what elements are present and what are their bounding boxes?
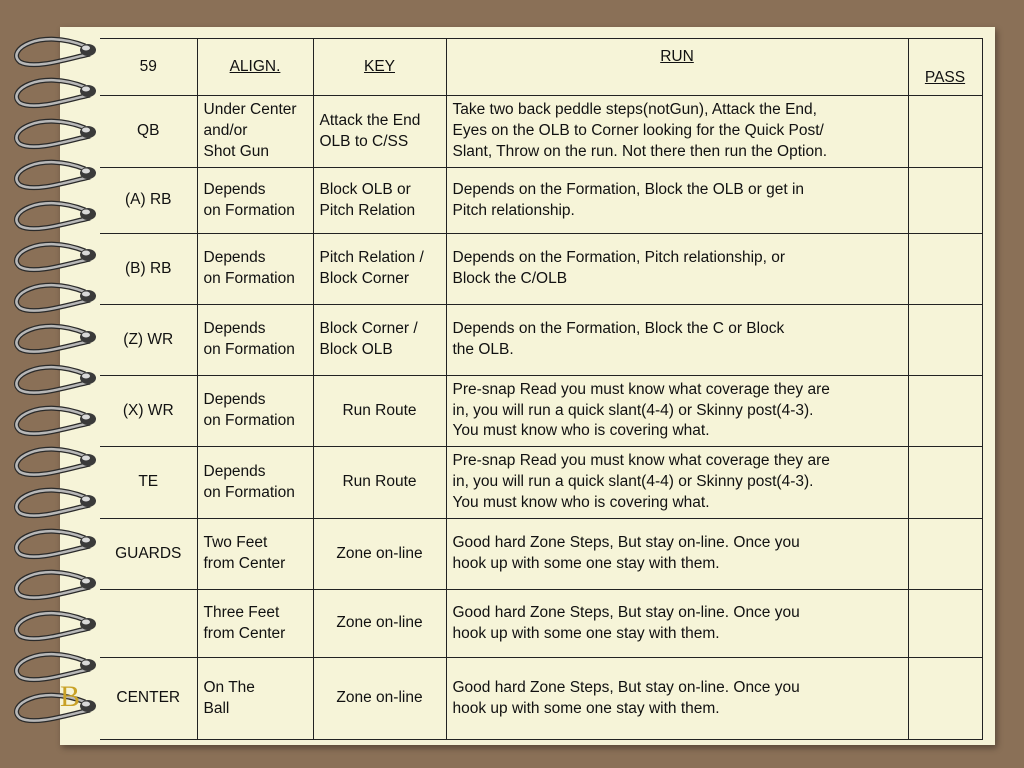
align-cell-line: on Formation [203, 201, 295, 219]
align-cell [197, 447, 313, 519]
key-cell-line: Block OLB [319, 341, 393, 358]
header-align: ALIGN. [197, 39, 313, 96]
spiral-ring-icon [16, 695, 96, 721]
key-cell [313, 96, 446, 168]
table-row [100, 376, 982, 447]
spiral-ring-icon [16, 572, 96, 598]
run-cell-line: the OLB. [452, 341, 514, 358]
table-row [100, 234, 982, 305]
run-cell-line: Good hard Zone Steps, But stay on-line. Once you [452, 678, 800, 696]
position-cell: (X) WR [100, 376, 197, 447]
align-cell-line: Depends [203, 462, 266, 480]
header-run: RUN [446, 39, 908, 96]
key-cell [313, 305, 446, 376]
align-cell-line: on Formation [203, 483, 295, 501]
pass-cell [908, 447, 982, 519]
spiral-ring-icon [16, 203, 96, 229]
key-cell-line: Run Route [342, 473, 417, 491]
spiral-ring-icon [16, 80, 96, 106]
header-row [100, 39, 982, 96]
align-cell [197, 590, 313, 658]
table-row [100, 658, 982, 740]
run-cell-line: Good hard Zone Steps, But stay on-line. Once you [452, 603, 800, 621]
key-cell-line: Attack the End [319, 111, 421, 129]
align-cell-line: and/or [203, 122, 248, 140]
spiral-ring-icon [16, 449, 96, 475]
run-cell-line: You must know who is covering what. [452, 493, 710, 511]
align-cell [197, 234, 313, 305]
spiral-ring-icon [16, 490, 96, 516]
run-cell [446, 96, 908, 168]
run-cell-line: hook up with some one stay with them. [452, 624, 720, 642]
align-cell-line: from Center [203, 555, 286, 572]
run-cell-line: Slant, Throw on the run. Not there then run the Option. [452, 142, 828, 160]
key-cell-line: Zone on-line [336, 614, 423, 632]
pass-cell [908, 305, 982, 376]
align-cell [197, 96, 313, 168]
run-cell-line: Block the C/OLB [452, 270, 568, 287]
key-cell-line: Pitch Relation / [319, 249, 424, 267]
run-cell [446, 658, 908, 740]
align-cell-line: from Center [203, 624, 286, 642]
key-cell [313, 658, 446, 740]
key-cell-line: Block OLB or [319, 180, 411, 198]
align-cell [197, 658, 313, 740]
pass-cell [908, 376, 982, 447]
run-cell [446, 305, 908, 376]
align-cell-line: Ball [203, 699, 230, 717]
play-chart-table [100, 38, 983, 740]
align-cell-line: Depends [203, 391, 266, 409]
align-cell-line: Depends [203, 320, 266, 338]
key-cell-line: Zone on-line [336, 544, 423, 562]
position-cell: (A) RB [100, 168, 197, 234]
align-cell [197, 305, 313, 376]
run-cell [446, 447, 908, 519]
run-cell [446, 519, 908, 590]
pass-cell [908, 658, 982, 740]
spiral-ring-icon [16, 531, 96, 557]
run-cell-line: Pre-snap Read you must know what coverage they are [452, 380, 830, 398]
run-cell-line: Take two back peddle steps(notGun), Attack the End, [452, 101, 817, 119]
position-cell: (B) RB [100, 234, 197, 305]
key-cell-line: Pitch Relation [319, 201, 416, 219]
align-cell-line: Shot Gun [203, 142, 269, 160]
key-cell [313, 447, 446, 519]
run-cell-line: Depends on the Formation, Block the OLB or get in [452, 180, 805, 198]
key-cell-line: OLB to C/SS [319, 132, 409, 150]
run-cell-line: hook up with some one stay with them. [452, 699, 720, 717]
key-cell [313, 376, 446, 447]
table-row [100, 447, 982, 519]
key-cell-line: Block Corner / [319, 320, 418, 338]
run-cell [446, 234, 908, 305]
align-cell-line: Depends [203, 249, 266, 267]
run-cell [446, 168, 908, 234]
position-cell: TE [100, 447, 197, 519]
spiral-ring-icon [16, 244, 96, 270]
table-row [100, 305, 982, 376]
table-row [100, 96, 982, 168]
run-cell-line: Eyes on the OLB to Corner looking for the Quick Post/ [452, 122, 824, 140]
key-cell-line: Block Corner [319, 270, 410, 287]
align-cell-line: On The [203, 678, 255, 696]
run-cell-line: You must know who is covering what. [452, 422, 710, 440]
table-row [100, 168, 982, 234]
pass-cell [908, 590, 982, 658]
key-cell-line: Zone on-line [336, 689, 423, 707]
key-cell [313, 590, 446, 658]
key-cell [313, 234, 446, 305]
run-cell-line: Pitch relationship. [452, 201, 575, 219]
run-cell-line: in, you will run a quick slant(4-4) or Skinny post(4-3). [452, 401, 814, 419]
run-cell-line: in, you will run a quick slant(4-4) or Skinny post(4-3). [452, 473, 814, 491]
align-cell [197, 168, 313, 234]
header-pass: PASS [908, 39, 982, 96]
align-cell-line: Two Feet [203, 534, 268, 552]
run-cell-line: hook up with some one stay with them. [452, 555, 720, 572]
align-cell-line: on Formation [203, 270, 295, 287]
pass-cell [908, 519, 982, 590]
align-cell-line: on Formation [203, 341, 295, 358]
align-cell [197, 376, 313, 447]
header-key: KEY [313, 39, 446, 96]
align-cell-line: Under Center [203, 101, 297, 119]
position-cell: (Z) WR [100, 305, 197, 376]
spiral-ring-icon [16, 367, 96, 393]
key-cell [313, 519, 446, 590]
run-cell-line: Depends on the Formation, Block the C or Block [452, 320, 785, 338]
align-cell [197, 519, 313, 590]
page-letter: B [60, 680, 81, 713]
spiral-ring-icon [16, 121, 96, 147]
spiral-ring-icon [16, 285, 96, 311]
spiral-ring-icon [16, 654, 96, 680]
spiral-ring-icon [16, 162, 96, 188]
run-cell [446, 590, 908, 658]
spiral-binding [0, 30, 110, 730]
position-cell [100, 590, 197, 658]
position-cell: CENTER [100, 658, 197, 740]
run-cell-line: Depends on the Formation, Pitch relationship, or [452, 249, 786, 267]
run-cell [446, 376, 908, 447]
spiral-ring-icon [16, 408, 96, 434]
run-cell-line: Good hard Zone Steps, But stay on-line. Once you [452, 534, 800, 552]
align-cell-line: Three Feet [203, 603, 280, 621]
key-cell [313, 168, 446, 234]
run-cell-line: Pre-snap Read you must know what coverage they are [452, 452, 830, 470]
table-row [100, 519, 982, 590]
spiral-ring-icon [16, 613, 96, 639]
position-cell: QB [100, 96, 197, 168]
key-cell-line: Run Route [342, 401, 417, 419]
position-cell: GUARDS [100, 519, 197, 590]
spiral-ring-icon [16, 326, 96, 352]
pass-cell [908, 96, 982, 168]
align-cell-line: on Formation [203, 412, 295, 429]
spiral-ring-icon [16, 39, 96, 65]
pass-cell [908, 234, 982, 305]
table-row [100, 590, 982, 658]
header-play-number: 59 [100, 39, 197, 96]
pass-cell [908, 168, 982, 234]
align-cell-line: Depends [203, 180, 266, 198]
